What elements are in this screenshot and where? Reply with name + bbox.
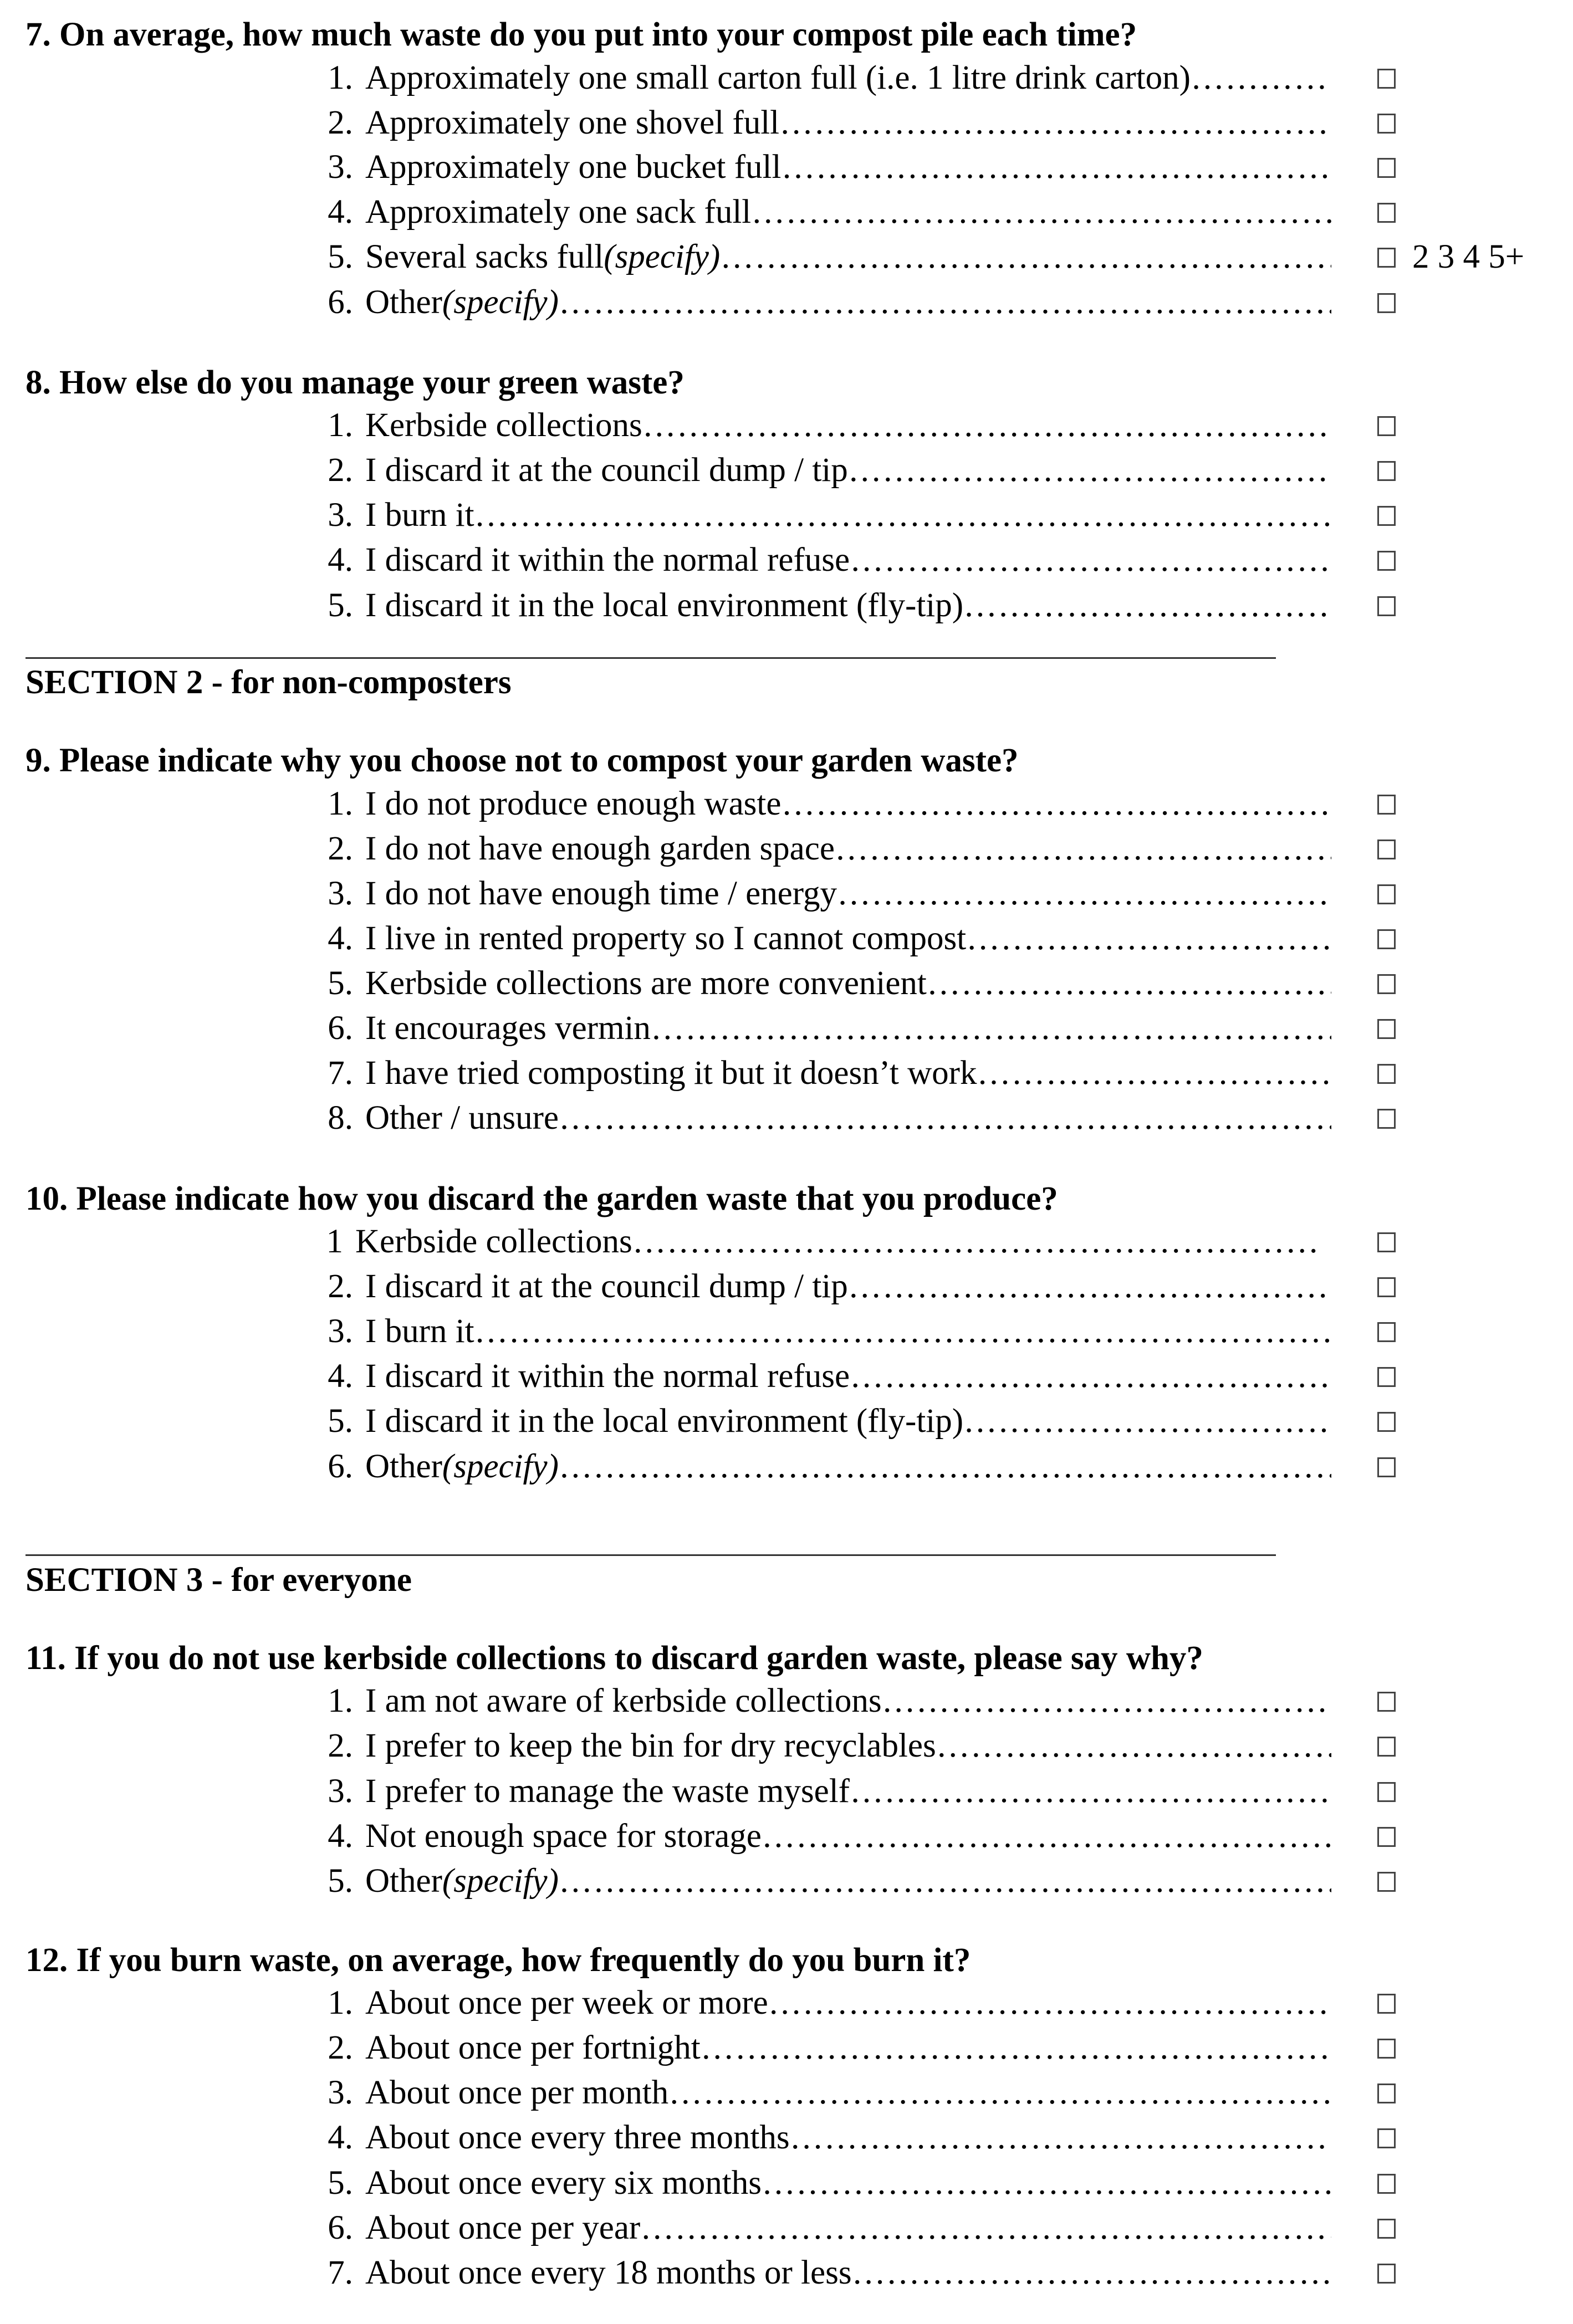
- option-label: I discard it within the normal refuse: [365, 1358, 850, 1395]
- option-label: I live in rented property so I cannot compost: [365, 920, 967, 957]
- option-number: 5.: [328, 1862, 353, 1900]
- dot-leader: [762, 2162, 1331, 2205]
- dot-leader: [779, 101, 1331, 145]
- dot-leader: [474, 494, 1331, 537]
- option-row: [320, 191, 1331, 234]
- option-number: 4.: [328, 1818, 353, 1855]
- checkbox[interactable]: [1377, 551, 1396, 571]
- option-row: [320, 2207, 1331, 2250]
- option-number: 2.: [328, 452, 353, 489]
- option-number: 7.: [328, 1054, 353, 1092]
- checkbox[interactable]: [1377, 596, 1396, 616]
- option-number: 8.: [328, 1099, 353, 1137]
- dot-leader: [848, 449, 1331, 492]
- dot-leader: [963, 584, 1331, 627]
- option-label: About once per week or more: [365, 1984, 768, 2021]
- option-label: About once per month: [365, 2074, 669, 2111]
- dot-leader: [751, 191, 1331, 234]
- dot-leader: [559, 1445, 1331, 1488]
- option-number: 3.: [328, 1773, 353, 1810]
- dot-leader: [790, 2116, 1331, 2159]
- checkbox[interactable]: [1377, 248, 1396, 268]
- option-number: 5.: [328, 587, 353, 624]
- option-number: 3.: [328, 2074, 353, 2111]
- checkbox[interactable]: [1377, 1737, 1396, 1757]
- dot-leader: [559, 1097, 1331, 1140]
- option-row: [320, 1860, 1331, 1903]
- checkbox[interactable]: [1377, 461, 1396, 481]
- dot-leader: [559, 1860, 1331, 1903]
- option-label: I discard it in the local environment (fly-tip): [365, 587, 964, 624]
- option-row: [320, 2116, 1331, 2159]
- question-8-title: 8. How else do you manage your green waste?: [25, 364, 685, 401]
- option-label: Approximately one shovel full: [365, 104, 780, 141]
- option-specify-note: (specify): [442, 1448, 559, 1485]
- option-row: [320, 584, 1331, 627]
- checkbox[interactable]: [1377, 839, 1396, 859]
- option-row: [320, 1265, 1331, 1308]
- option-number: 6.: [328, 1010, 353, 1047]
- checkbox[interactable]: [1377, 2219, 1396, 2239]
- option-label: I do not have enough garden space: [365, 830, 835, 867]
- option-number: 1.: [328, 59, 353, 96]
- dot-leader: [837, 872, 1331, 915]
- option-label: Kerbside collections are more convenient: [365, 965, 927, 1002]
- option-label: Other / unsure: [365, 1099, 559, 1137]
- checkbox[interactable]: [1377, 1692, 1396, 1712]
- option-row: [320, 101, 1331, 145]
- option-row: [320, 962, 1331, 1005]
- option-number: 5.: [328, 1402, 353, 1440]
- section-3-heading: SECTION 3 - for everyone: [25, 1562, 412, 1599]
- question-12-title: 12. If you burn waste, on average, how frequently do you burn it?: [25, 1942, 971, 1979]
- checkbox[interactable]: [1377, 2174, 1396, 2194]
- checkbox[interactable]: [1377, 929, 1396, 949]
- dot-leader: [651, 1007, 1331, 1050]
- dot-leader: [762, 1815, 1331, 1858]
- option-label: Other: [365, 1448, 442, 1485]
- checkbox[interactable]: [1377, 114, 1396, 134]
- option-number: 6.: [328, 284, 353, 321]
- section-2-heading: SECTION 2 - for non-composters: [25, 664, 512, 701]
- checkbox[interactable]: [1377, 1782, 1396, 1802]
- option-number: 4.: [328, 920, 353, 957]
- checkbox[interactable]: [1377, 1827, 1396, 1847]
- option-label: I am not aware of kerbside collections: [365, 1682, 882, 1719]
- option-row: [320, 1815, 1331, 1858]
- option-row: [320, 539, 1331, 582]
- option-number: 1: [326, 1223, 343, 1260]
- option-row: [320, 281, 1331, 324]
- option-number: 3.: [328, 149, 353, 186]
- dot-leader: [781, 146, 1331, 189]
- option-row: [320, 494, 1331, 537]
- option-number: 4.: [328, 541, 353, 579]
- option-label: I burn it: [365, 1313, 474, 1350]
- option-label: Several sacks full: [365, 238, 604, 275]
- option-specify-note: (specify): [442, 284, 559, 321]
- checkbox[interactable]: [1377, 884, 1396, 904]
- option-label: About once every six months: [365, 2164, 762, 2202]
- option-number: 5.: [328, 965, 353, 1002]
- option-number: 4.: [328, 2119, 353, 2156]
- option-number: 1.: [328, 1682, 353, 1719]
- dot-leader: [852, 2251, 1331, 2295]
- option-label: Approximately one small carton full (i.e. 1 litre drink carton): [365, 59, 1191, 96]
- option-row: [320, 1770, 1331, 1813]
- checkbox[interactable]: [1377, 1994, 1396, 2014]
- option-label: About once per year: [365, 2209, 641, 2246]
- option-label: About once every 18 months or less: [365, 2254, 852, 2291]
- option-number: 2.: [328, 104, 353, 141]
- option-row: [320, 2026, 1331, 2070]
- section-divider: [25, 657, 1276, 659]
- option-row: [320, 2162, 1331, 2205]
- dot-leader: [850, 1770, 1331, 1813]
- dot-leader: [848, 1265, 1331, 1308]
- checkbox[interactable]: [1377, 1232, 1396, 1252]
- option-number: 3.: [328, 875, 353, 912]
- option-row: [320, 1052, 1331, 1095]
- option-label: I prefer to keep the bin for dry recyclables: [365, 1727, 936, 1764]
- dot-leader: [936, 1724, 1331, 1768]
- question-10-title: 10. Please indicate how you discard the garden waste that you produce?: [25, 1180, 1058, 1217]
- question-9-title: 9. Please indicate why you choose not to compost your garden waste?: [25, 742, 1019, 779]
- option-label: I discard it at the council dump / tip: [365, 452, 848, 489]
- option-label: I burn it: [365, 496, 474, 534]
- option-row: [320, 1355, 1331, 1398]
- option-number: 2.: [328, 2029, 353, 2066]
- option-label: Other: [365, 1862, 442, 1900]
- option-label: Approximately one bucket full: [365, 149, 782, 186]
- option-label: I discard it in the local environment (fly-tip): [365, 1402, 964, 1440]
- option-row: [320, 2251, 1331, 2295]
- option-number: 5.: [328, 238, 353, 275]
- option-row: [320, 1400, 1331, 1443]
- checkbox[interactable]: [1377, 1872, 1396, 1892]
- option-label: Other: [365, 284, 442, 321]
- option-row: [320, 1680, 1331, 1723]
- dot-leader: [1191, 57, 1331, 100]
- option-number: 2.: [328, 1268, 353, 1305]
- dot-leader: [632, 1220, 1321, 1263]
- dot-leader: [835, 827, 1331, 871]
- option-specify-note: (specify): [604, 238, 721, 275]
- option-row: [320, 1007, 1331, 1050]
- dot-leader: [559, 281, 1331, 324]
- dot-leader: [977, 1052, 1331, 1095]
- option-row: [320, 57, 1331, 100]
- option-number: 7.: [328, 2254, 353, 2291]
- option-label: Approximately one sack full: [365, 193, 752, 231]
- option-row: [320, 449, 1331, 492]
- checkbox[interactable]: [1377, 2084, 1396, 2103]
- option-row: [320, 404, 1331, 447]
- option-row: [320, 146, 1331, 189]
- option-row: [320, 872, 1331, 915]
- dot-leader: [474, 1310, 1331, 1353]
- dot-leader: [781, 782, 1331, 826]
- checkbox[interactable]: [1377, 1109, 1396, 1129]
- option-row: [320, 1310, 1331, 1353]
- option-label: It encourages vermin: [365, 1010, 651, 1047]
- checkbox[interactable]: [1377, 795, 1396, 815]
- dot-leader: [927, 962, 1331, 1005]
- option-row: [320, 1445, 1331, 1488]
- question-11-title: 11. If you do not use kerbside collections to discard garden waste, please say why?: [25, 1640, 1203, 1677]
- dot-leader: [963, 1400, 1331, 1443]
- option-number: 4.: [328, 1358, 353, 1395]
- dot-leader: [850, 539, 1331, 582]
- option-label: About once every three months: [365, 2119, 790, 2156]
- dot-leader: [668, 2071, 1331, 2115]
- checkbox[interactable]: [1377, 1412, 1396, 1432]
- option-number: 3.: [328, 496, 353, 534]
- option-row: [320, 782, 1331, 826]
- option-label: Kerbside collections: [365, 407, 642, 444]
- dot-leader: [768, 1982, 1331, 2025]
- option-row: [320, 1097, 1331, 1140]
- checkbox[interactable]: [1377, 2264, 1396, 2284]
- section-divider: [25, 1554, 1276, 1556]
- option-number: 3.: [328, 1313, 353, 1350]
- option-number: 6.: [328, 1448, 353, 1485]
- option-row: [320, 1724, 1331, 1768]
- option-specify-note: (specify): [442, 1862, 559, 1900]
- checkbox[interactable]: [1377, 1277, 1396, 1297]
- option-number: 1.: [328, 407, 353, 444]
- option-row: [320, 236, 1331, 279]
- option-number: 4.: [328, 193, 353, 231]
- dot-leader: [642, 404, 1331, 447]
- option-row: [320, 1982, 1331, 2025]
- option-row: [320, 827, 1331, 871]
- option-label: I do not produce enough waste: [365, 785, 782, 822]
- dot-leader: [640, 2207, 1331, 2250]
- option-label: About once per fortnight: [365, 2029, 701, 2066]
- option-row: [320, 1220, 1331, 1263]
- option-row: [320, 917, 1331, 960]
- option-number: 1.: [328, 785, 353, 822]
- option-number: 1.: [328, 1984, 353, 2021]
- question-7-title: 7. On average, how much waste do you put into your compost pile each time?: [25, 16, 1137, 53]
- dot-leader: [850, 1355, 1331, 1398]
- option-label: Kerbside collections: [355, 1223, 632, 1260]
- sack-count-options[interactable]: 2 3 4 5+: [1412, 238, 1525, 275]
- checkbox[interactable]: [1377, 69, 1396, 89]
- option-label: I do not have enough time / energy: [365, 875, 837, 912]
- option-number: 2.: [328, 830, 353, 867]
- checkbox[interactable]: [1377, 2039, 1396, 2059]
- dot-leader: [720, 236, 1331, 279]
- checkbox[interactable]: [1377, 1457, 1396, 1477]
- checkbox[interactable]: [1377, 1367, 1396, 1387]
- option-number: 6.: [328, 2209, 353, 2246]
- option-label: I have tried composting it but it doesn’t work: [365, 1054, 977, 1092]
- checkbox[interactable]: [1377, 1064, 1396, 1084]
- checkbox[interactable]: [1377, 1019, 1396, 1039]
- checkbox[interactable]: [1377, 2128, 1396, 2148]
- checkbox[interactable]: [1377, 974, 1396, 994]
- dot-leader: [966, 917, 1331, 960]
- checkbox[interactable]: [1377, 293, 1396, 313]
- checkbox[interactable]: [1377, 158, 1396, 178]
- option-label: I prefer to manage the waste myself: [365, 1773, 850, 1810]
- checkbox[interactable]: [1377, 506, 1396, 526]
- option-number: 2.: [328, 1727, 353, 1764]
- option-row: [320, 2071, 1331, 2115]
- dot-leader: [882, 1680, 1331, 1723]
- option-label: I discard it at the council dump / tip: [365, 1268, 848, 1305]
- checkbox[interactable]: [1377, 1322, 1396, 1342]
- option-label: I discard it within the normal refuse: [365, 541, 850, 579]
- option-number: 5.: [328, 2164, 353, 2202]
- checkbox[interactable]: [1377, 203, 1396, 223]
- dot-leader: [701, 2026, 1331, 2070]
- checkbox[interactable]: [1377, 416, 1396, 436]
- option-label: Not enough space for storage: [365, 1818, 762, 1855]
